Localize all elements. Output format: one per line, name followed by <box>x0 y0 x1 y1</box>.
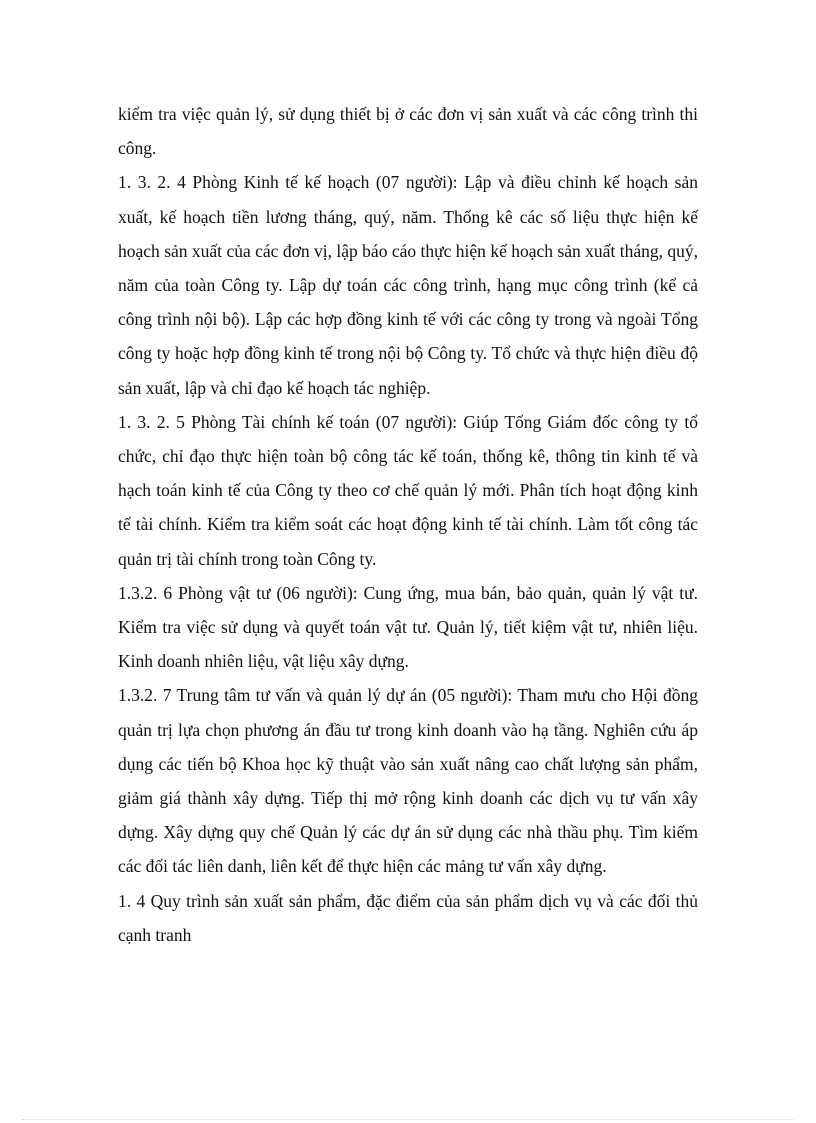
paragraph-planning-department: 1. 3. 2. 4 Phòng Kinh tế kế hoạch (07 người): Lập và điều chỉnh kế hoạch sản xuất, kế hoạch tiền lương tháng, quý, năm. Thống kê các số liệu thực hiện kế hoạch sản xuất của các đơn vị, lập báo cáo thực hiện kế hoạch sản xuất tháng, quý, năm của toàn Công ty. Lập dự toán các công trình, hạng mục công trình (kể cả công trình nội bộ). Lập các hợp đồng kinh tế với các công ty trong và ngoài Tổng công ty hoặc hợp đồng kinh tế trong nội bộ Công ty. Tổ chức và thực hiện điều độ sản xuất, lập và chỉ đạo kế hoạch tác nghiệp. <box>118 172 698 398</box>
document-body <box>118 97 698 952</box>
page-bottom-edge <box>22 1119 794 1120</box>
paragraph-equipment-continuation: kiểm tra việc quản lý, sử dụng thiết bị ở các đơn vị sản xuất và các công trình thi công. <box>118 104 698 159</box>
paragraph-finance-department: 1. 3. 2. 5 Phòng Tài chính kế toán (07 người): Giúp Tổng Giám đốc công ty tổ chức, chỉ đạo thực hiện toàn bộ công tác kế toán, thống kê, thông tin kinh tế và hạch toán kinh tế của Công ty theo cơ chế quản lý mới. Phân tích hoạt động kinh tế tài chính. Kiểm tra kiểm soát các hoạt động kinh tế tài chính. Làm tốt công tác quản trị tài chính trong toàn Công ty. <box>118 411 698 569</box>
section-heading-production-process: 1. 4 Quy trình sản xuất sản phẩm, đặc điểm của sản phẩm dịch vụ và các đối thủ cạnh tranh <box>118 890 698 945</box>
paragraph-consulting-center: 1.3.2. 7 Trung tâm tư vấn và quản lý dự án (05 người): Tham mưu cho Hội đồng quản trị lựa chọn phương án đầu tư trong kinh doanh vào hạ tầng. Nghiên cứu áp dụng các tiến bộ Khoa học kỹ thuật vào sản xuất nâng cao chất lượng sản phẩm, giảm giá thành xây dựng. Tiếp thị mở rộng kinh doanh các dịch vụ tư vấn xây dựng. Xây dựng quy chế Quản lý các dự án sử dụng các nhà thầu phụ. Tìm kiếm các đối tác liên danh, liên kết để thực hiện các mảng tư vấn xây dựng. <box>118 685 698 877</box>
paragraph-materials-department: 1.3.2. 6 Phòng vật tư (06 người): Cung ứng, mua bán, bảo quản, quản lý vật tư. Kiểm tra việc sử dụng và quyết toán vật tư. Quản lý, tiết kiệm vật tư, nhiên liệu. Kinh doanh nhiên liệu, vật liệu xây dựng. <box>118 582 698 672</box>
